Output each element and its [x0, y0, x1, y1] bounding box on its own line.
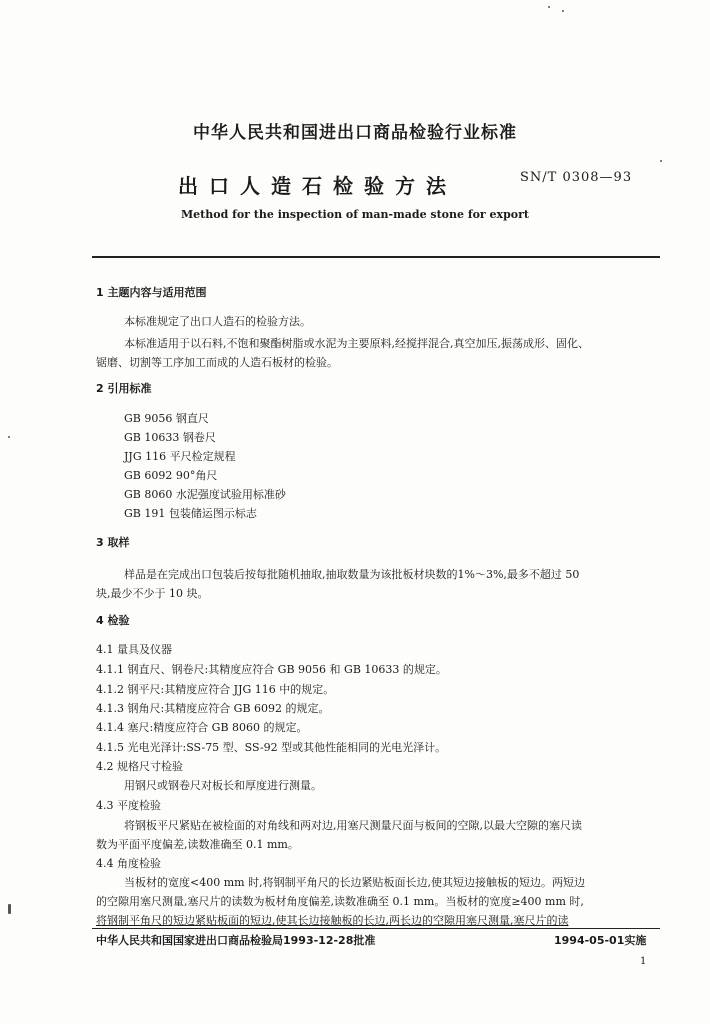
english-title: Method for the inspection of man-made stone for export [181, 208, 529, 221]
document-title: 出口人造石检验方法 [178, 174, 457, 198]
section-4-heading: 4 检验 [96, 614, 130, 627]
reference-item: GB 9056 钢直尺 [124, 412, 209, 425]
scan-speck [548, 6, 550, 8]
clause-4-1-5: 4.1.5 光电光泽计:SS-75 型、SS-92 型或其他性能相同的光电光泽计。 [96, 741, 447, 754]
section-3-para-line-2: 块,最少不少于 10 块。 [96, 587, 209, 600]
section-1-para-1: 本标准规定了出口人造石的检验方法。 [124, 315, 311, 328]
reference-item: GB 8060 水泥强度试验用标准砂 [124, 488, 286, 501]
clause-4-4-text-line-2: 的空隙用塞尺测量,塞尺片的读数为板材角度偏差,读数准确至 0.1 mm。当板材的宽度≥400 mm 时, [96, 895, 584, 908]
clause-4-2: 4.2 规格尺寸检验 [96, 760, 183, 773]
clause-4-1: 4.1 量具及仪器 [96, 643, 172, 656]
header-divider [92, 256, 660, 258]
clause-4-1-1: 4.1.1 钢直尺、钢卷尺:其精度应符合 GB 9056 和 GB 10633 的规定。 [96, 663, 447, 676]
section-3-heading: 3 取样 [96, 536, 130, 549]
reference-item: GB 10633 钢卷尺 [124, 431, 216, 444]
clause-4-3-text-line-2: 数为平面平度偏差,读数准确至 0.1 mm。 [96, 838, 299, 851]
footer-divider [92, 928, 660, 929]
reference-item: GB 6092 90°角尺 [124, 469, 218, 482]
scan-speck [562, 10, 564, 12]
clause-4-3-text-line-1: 将钢板平尺紧贴在被检面的对角线和两对边,用塞尺测量尺面与板间的空隙,以最大空隙的塞尺读 [124, 819, 582, 832]
implementation-date: 1994-05-01实施 [554, 934, 647, 947]
clause-4-1-3: 4.1.3 钢角尺:其精度应符合 GB 6092 的规定。 [96, 702, 330, 715]
reference-item: JJG 116 平尺检定规程 [124, 450, 236, 463]
clause-4-1-4: 4.1.4 塞尺:精度应符合 GB 8060 的规定。 [96, 721, 308, 734]
section-3-para-line-1: 样品是在完成出口包装后按每批随机抽取,抽取数量为该批板材块数的1%～3%,最多不超过 50 [124, 568, 580, 581]
approval-line: 中华人民共和国国家进出口商品检验局1993-12-28批准 [96, 934, 376, 947]
scan-speck [8, 436, 10, 438]
section-1-para-2-line-2: 锯磨、切割等工序加工而成的人造石板材的检验。 [96, 356, 338, 369]
scan-speck [660, 160, 662, 162]
section-1-para-2-line-1: 本标准适用于以石料,不饱和聚酯树脂或水泥为主要原料,经搅拌混合,真空加压,振荡成形、固化、 [124, 337, 589, 350]
clause-4-4: 4.4 角度检验 [96, 857, 161, 870]
page-number: 1 [640, 956, 647, 967]
reference-item: GB 191 包装储运图示标志 [124, 507, 257, 520]
section-2-heading: 2 引用标准 [96, 382, 152, 395]
scan-speck [8, 904, 11, 914]
clause-4-3: 4.3 平度检验 [96, 799, 161, 812]
standard-code: SN/T 0308—93 [520, 170, 633, 185]
section-1-heading: 1 主题内容与适用范围 [96, 286, 207, 299]
clause-4-4-text-line-3: 将钢制平角尺的短边紧贴板面的短边,使其长边接触板的长边,两长边的空隙用塞尺测量,塞尺片的读 [96, 914, 569, 927]
issuing-organization: 中华人民共和国进出口商品检验行业标准 [193, 123, 517, 143]
clause-4-4-text-line-1: 当板材的宽度<400 mm 时,将钢制平角尺的长边紧贴板面长边,使其短边接触板的短边。两短边 [124, 876, 586, 889]
clause-4-1-2: 4.1.2 钢平尺:其精度应符合 JJG 116 中的规定。 [96, 683, 335, 696]
clause-4-2-text: 用钢尺或钢卷尺对板长和厚度进行测量。 [124, 779, 322, 792]
